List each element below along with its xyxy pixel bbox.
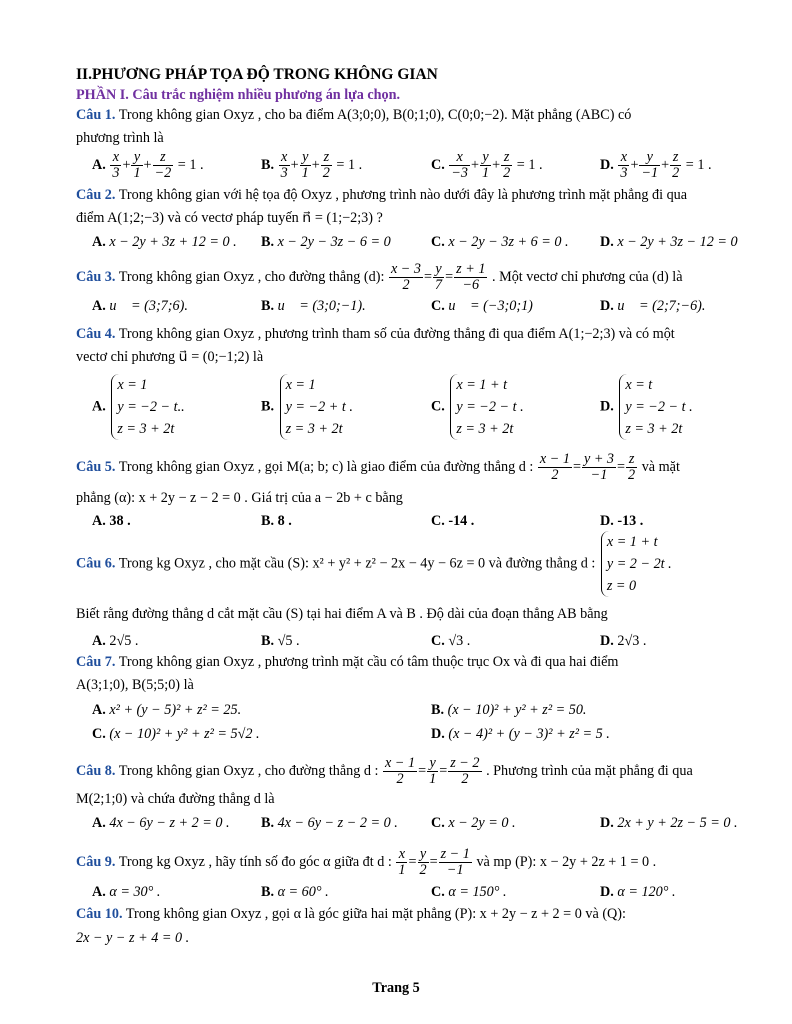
q3-option-d[interactable]: D. u⃗ = (2;7;−6). [600, 298, 706, 314]
q1-option-d[interactable]: D. $\frac{x}{3}$ + $\frac{y}{-1}$ + $\frac{z}{2}$ = 1 . [600, 149, 712, 181]
q3-option-b[interactable]: B. u⃗ = (3;0;−1). [261, 298, 366, 314]
question-4 [76, 325, 675, 343]
question-8: Câu 8. Trong không gian Oxyz , cho đường thẳng d : $\frac{x - 1}{2}$ = $\frac{y}{1}$ = $\frac{z - 2}{2}$ . Phương trình của mặt phẳng đi qua [76, 755, 693, 787]
q1-option-a[interactable]: A. $\frac{x}{3}$ + $\frac{y}{1}$ + $\frac{z}{-2}$ = 1 . [92, 149, 204, 181]
question-number: Câu 7. [76, 654, 116, 670]
q2-option-b[interactable]: B. x − 2y − 3z − 6 = 0 [261, 234, 391, 250]
question-1-line2: phương trình là [76, 130, 164, 146]
q6-option-b[interactable]: B. √5 . [261, 633, 300, 649]
question-text: Trong không gian Oxyz , gọi α là góc giữa hai mặt phẳng (P): x + 2y − z + 2 = 0 và (Q): [125, 906, 626, 922]
question-text: Trong không gian Oxyz , cho ba điểm A(3;0;0), B(0;1;0), C(0;0;−2). Mặt phẳng (ABC) có [118, 107, 632, 123]
question-number: Câu 1. [76, 107, 116, 123]
q9-option-a[interactable]: A. α = 30° . [92, 884, 161, 900]
q6-option-a[interactable]: A. 2√5 . [92, 633, 139, 649]
question-2 [76, 186, 687, 204]
q4-option-b[interactable]: B. x = 1 y = −2 + t . z = 3 + 2t [261, 374, 353, 440]
q9-option-c[interactable]: C. α = 150° . [431, 884, 507, 900]
q2-option-c[interactable]: C. x − 2y − 3z + 6 = 0 . [431, 234, 569, 250]
question-4-line2: vectơ chỉ phương u⃗ = (0;−1;2) là [76, 349, 264, 365]
question-10 [76, 905, 626, 923]
question-6-line2: Biết rằng đường thẳng d cắt mặt cầu (S) tại hai điểm A và B . Độ dài của đoạn thẳng AB bằng [76, 606, 608, 622]
question-8-line2: M(2;1;0) và chứa đường thẳng d là [76, 791, 275, 807]
question-text: Trong không gian Oxyz , phương trình tham số của đường thẳng đi qua điểm A(1;−2;3) và có một [118, 326, 675, 342]
section-title: II.PHƯƠNG PHÁP TỌA ĐỘ TRONG KHÔNG GIAN [76, 66, 438, 83]
q5-option-d[interactable]: D. -13 . [600, 513, 644, 529]
question-2-line2: điểm A(1;2;−3) và có vectơ pháp tuyến n⃗ = (1;−2;3) ? [76, 210, 383, 226]
question-9: Câu 9. Trong kg Oxyz , hãy tính số đo góc α giữa đt d : $\frac{x}{1}$ = $\frac{y}{2}$ = $\frac{z - 1}{-1}$ và mp (P): x − 2y + 2z + 1 = 0 . [76, 846, 657, 878]
question-number: Câu 4. [76, 326, 116, 342]
question-number: Câu 3. [76, 268, 116, 285]
q1-option-c[interactable]: C. $\frac{x}{-3}$ + $\frac{y}{1}$ + $\frac{z}{2}$ = 1 . [431, 149, 543, 181]
question-text: Trong không gian Oxyz , phương trình mặt cầu có tâm thuộc trục Ox và đi qua hai điểm [118, 654, 619, 670]
question-number: Câu 2. [76, 187, 116, 203]
q8-option-d[interactable]: D. 2x + y + 2z − 5 = 0 . [600, 815, 738, 831]
question-6: Câu 6. Trong kg Oxyz , cho mặt cầu (S): x² + y² + z² − 2x − 4y − 6z = 0 và đường thẳng d : x = 1 + t y = 2 − 2t . z = 0 [76, 531, 672, 597]
question-number: Câu 10. [76, 906, 123, 922]
q6-option-c[interactable]: C. √3 . [431, 633, 471, 649]
q8-option-a[interactable]: A. 4x − 6y − z + 2 = 0 . [92, 815, 230, 831]
q5-option-a[interactable]: A. 38 . [92, 513, 131, 529]
q3-option-c[interactable]: C. u⃗ = (−3;0;1) [431, 298, 533, 314]
q9-option-d[interactable]: D. α = 120° . [600, 884, 676, 900]
question-5-line2: phẳng (α): x + 2y − z − 2 = 0 . Giá trị của a − 2b + c bằng [76, 490, 403, 506]
part-title: PHẦN I. Câu trắc nghiệm nhiều phương án lựa chọn. [76, 87, 401, 103]
q2-option-a[interactable]: A. x − 2y + 3z + 12 = 0 . [92, 234, 237, 250]
page-number: Trang 5 [372, 980, 420, 996]
q5-option-b[interactable]: B. 8 . [261, 513, 292, 529]
q8-option-c[interactable]: C. x − 2y = 0 . [431, 815, 516, 831]
q4-option-a[interactable]: A. x = 1 y = −2 − t.. z = 3 + 2t [92, 374, 185, 440]
q3-option-a[interactable]: A. u⃗ = (3;7;6). [92, 298, 188, 314]
question-7 [76, 653, 618, 671]
question-10-line2: 2x − y − z + 4 = 0 . [76, 930, 190, 946]
q7-option-c[interactable]: C. (x − 10)² + y² + z² = 5√2 . [92, 726, 260, 742]
question-5: Câu 5. Trong không gian Oxyz , gọi M(a; b; c) là giao điểm của đường thẳng d : $\frac{x - 1}{2}$ = $\frac{y + 3}{-1}$ = $\frac{z}{2}$ và mặt [76, 451, 680, 483]
q7-option-a[interactable]: A. x² + (y − 5)² + z² = 25. [92, 702, 242, 718]
q1-option-b[interactable]: B. $\frac{x}{3}$ + $\frac{y}{1}$ + $\frac{z}{2}$ = 1 . [261, 149, 363, 181]
question-1 [76, 106, 631, 124]
question-text: Trong không gian với hệ tọa độ Oxyz , phương trình nào dưới đây là phương trình mặt phẳng đi qua [118, 187, 688, 203]
q7-option-d[interactable]: D. (x − 4)² + (y − 3)² + z² = 5 . [431, 726, 610, 742]
question-number: Câu 5. [76, 458, 116, 475]
q9-option-b[interactable]: B. α = 60° . [261, 884, 329, 900]
q8-option-b[interactable]: B. 4x − 6y − z − 2 = 0 . [261, 815, 398, 831]
question-number: Câu 9. [76, 853, 116, 870]
question-number: Câu 6. [76, 555, 116, 572]
question-7-line2: A(3;1;0), B(5;5;0) là [76, 677, 194, 693]
question-number: Câu 8. [76, 762, 116, 779]
q7-option-b[interactable]: B. (x − 10)² + y² + z² = 50. [431, 702, 587, 718]
question-3: Câu 3. Trong không gian Oxyz , cho đường thẳng (d): $\frac{x - 3}{2}$ = $\frac{y}{7}$ = $\frac{z + 1}{-6}$ . Một vectơ chỉ phương của (d) là [76, 261, 683, 293]
q2-option-d[interactable]: D. x − 2y + 3z − 12 = 0 [600, 234, 738, 250]
q5-option-c[interactable]: C. -14 . [431, 513, 475, 529]
q4-option-c[interactable]: C. x = 1 + t y = −2 − t . z = 3 + 2t [431, 374, 524, 440]
q6-option-d[interactable]: D. 2√3 . [600, 633, 647, 649]
q4-option-d[interactable]: D. x = t y = −2 − t . z = 3 + 2t [600, 374, 693, 440]
